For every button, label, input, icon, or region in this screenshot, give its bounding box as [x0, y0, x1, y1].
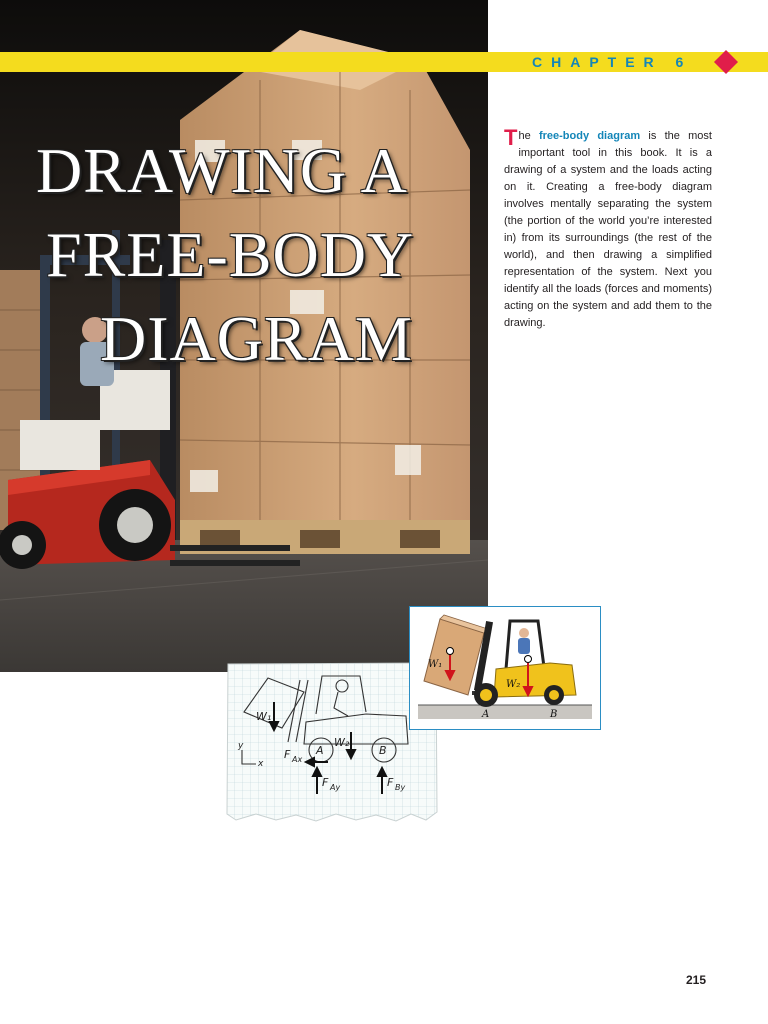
forklift-figure-drawing: [410, 607, 600, 729]
sketch-fby-sub: By: [395, 783, 406, 792]
key-term: free-body diagram: [538, 130, 641, 142]
sketch-fay-sub: Ay: [330, 783, 341, 792]
sketch-fax-label: F: [284, 748, 291, 761]
page-number: 215: [686, 973, 707, 987]
figure-a-label: A: [482, 709, 490, 720]
sketch-fby-label: F: [387, 776, 394, 789]
sketch-axis-y: y: [238, 741, 244, 751]
figure-b-label: B: [550, 709, 558, 720]
sketch-w2-label: W₂: [334, 736, 350, 749]
free-body-sketch: [226, 662, 438, 822]
sketch-fax-sub: Ax: [292, 755, 303, 764]
sketch-a-label: A: [316, 744, 324, 757]
title-line-3: DIAGRAM: [100, 303, 413, 374]
intro-paragraph: [504, 125, 712, 332]
sketch-drawing: [226, 662, 438, 822]
figure-w1-label: W₁: [428, 659, 443, 670]
sketch-axis-x: x: [258, 759, 264, 769]
title-line-2: FREE-BODY: [46, 219, 415, 290]
intro-text: is the most important tool in this book. It is a drawing of a system and the loads acting on it. Creating a free-body diagram involves mentally separating the system (the portion of the world you’re interested in) from its surroundings (the rest of the world), and then drawing a simplified representation of the system. Next you identify all the loads (forces and moments) acting on the system and add them to the drawing.: [504, 130, 712, 329]
forklift-figure: [409, 606, 601, 730]
sketch-w1-label: W₁: [256, 710, 272, 723]
sketch-b-label: B: [379, 744, 387, 757]
intro-lead: he: [518, 130, 539, 142]
figure-w2-label: W₂: [506, 679, 521, 690]
drop-cap: T: [504, 125, 518, 150]
title-line-1: DRAWING A: [36, 135, 408, 206]
chapter-label: CHAPTER 6: [532, 54, 693, 70]
sketch-fay-label: F: [322, 776, 329, 789]
